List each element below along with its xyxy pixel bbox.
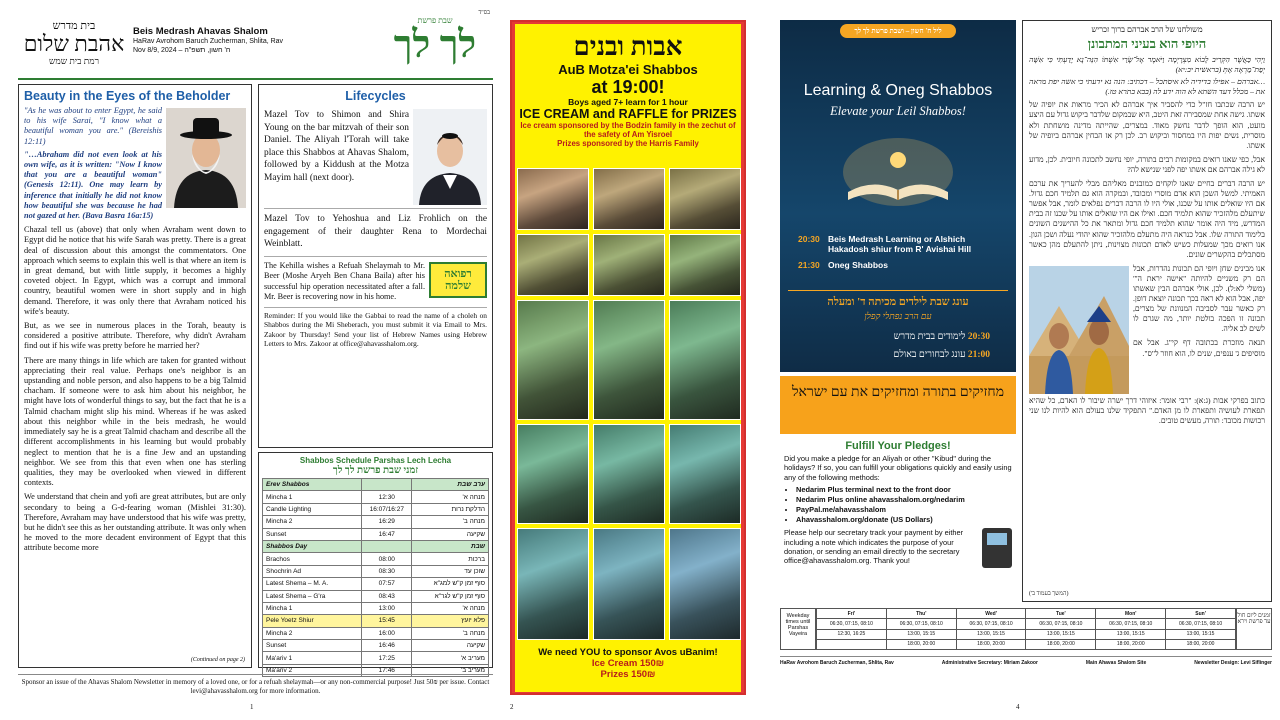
terminal-icon	[982, 528, 1012, 568]
schedule-table	[262, 478, 489, 677]
schedule-time: 15:45	[362, 615, 412, 627]
flyer-boys: Boys aged 7+ learn for 1 hour	[568, 97, 688, 107]
schedule-time: 16:47	[362, 528, 412, 540]
event-2-time: 21:30	[798, 260, 820, 270]
schedule-row	[263, 615, 489, 627]
schedule-label: Sunset	[263, 640, 362, 652]
weekday-header: Mon'	[1096, 609, 1166, 619]
weekday-cell: 06:30, 07:15, 08:10	[1166, 619, 1236, 629]
weekday-cell: 06:30, 07:15, 08:10	[886, 619, 956, 629]
flyer-need: We need YOU to sponsor Avos uBanim!	[538, 647, 718, 658]
flyer-header	[515, 24, 741, 166]
parsha-title: לך לך	[393, 24, 477, 66]
schedule-label: Brachos	[263, 553, 362, 565]
schedule-row	[263, 516, 489, 528]
schedule-heb-label: מנחה א'	[412, 602, 489, 614]
schedule-label: Candle Lighting	[263, 503, 362, 515]
weekday-cell: 13:00, 15:15	[1096, 629, 1166, 639]
schedule-row	[263, 652, 489, 664]
mast-heb-small: בית מדרש	[52, 20, 96, 32]
pledges-title: Fulfill Your Pledges!	[845, 440, 951, 452]
page1-footer: Sponsor an issue of the Ahavas Shalom Newsletter in memory of a loved one, or for a refuah shelaymah—or any non-commercial purpose! Just 50₪ per issue. Contact levi@ahavasshalom.org for more information.	[18, 674, 493, 696]
schedule-time: 08:30	[362, 565, 412, 577]
egypt-scene-icon	[1029, 266, 1129, 394]
schedule-heb-label: מנחה ב'	[412, 516, 489, 528]
schedule-label: Pele Yoetz Shiur	[263, 615, 362, 627]
schedule-label: Latest Shema – G'ra	[263, 590, 362, 602]
mast-heb-big: אהבת שלום	[23, 31, 125, 56]
kids-2-label: עונג לבחורים באולם	[893, 350, 966, 360]
event-photo	[517, 234, 589, 296]
lifecycle-1: Mazel Tov to Shimon and Shira Young on the bar mitzvah of their son Daniel. The Aliyah l'Torah will take place this Shabbos at Ahavas Shalom, followed by a Kiddush at the Motza Mayim hall (next door).	[264, 110, 409, 183]
event-1-label: Beis Medrash Learning or Alshich Hakadosh shiur from R' Avishai Hill	[828, 234, 972, 254]
masthead-logo	[20, 20, 128, 66]
schedule-row	[263, 627, 489, 639]
event-photo	[593, 424, 665, 524]
schedule-time	[362, 479, 412, 491]
kids-row-2	[820, 350, 990, 360]
schedule-row	[263, 602, 489, 614]
pledges-intro: Did you make a pledge for an Aliyah or other "Kibud" during the holidays? If so, you can fulfill your obligations quickly and easily using any of the following methods:	[784, 454, 1012, 482]
schedule-heb-label: מעריב ב'	[412, 664, 489, 676]
flyer-sponsor-2: Prizes sponsored by the Harris Family	[557, 139, 699, 148]
quote-2: "…Abraham did not even look at his own wife, as it is written: "Now I know that you are a beautiful woman" (Genesis 12:11). One may learn by inference that initially he did not know how beautiful she was because he had not gazed at her. (Bava Basra 16a:15)	[24, 149, 162, 221]
weekday-cell: 18:00, 20:00	[1026, 639, 1096, 649]
learning-poster	[780, 20, 1016, 372]
schedule-row	[263, 491, 489, 503]
heb-quote-1: וַיְהִי כַּאֲשֶׁר הִקְרִיב לָבוֹא מִצְרָיְמָה וַיֹּאמֶר אֶל־שָׂרַי אִשְׁתּוֹ הִנֵּה־נָא יָדַעְתִּי כִּי אִשָּׁה יְפַת־מַרְאֶה אָתְּ (בראשית יב:יא)	[1029, 55, 1265, 74]
weekday-cell: 13:00, 15:15	[1026, 629, 1096, 639]
bsd-mark: בס"ד	[478, 10, 490, 16]
schedule-label: Latest Shema – M. A.	[263, 578, 362, 590]
weekday-cell: 18:00, 20:00	[1166, 639, 1236, 649]
event-photo	[669, 528, 741, 640]
kids-title: עונג שבת לילדים מכיתה ד' ומעלה	[827, 296, 969, 308]
masthead-info	[133, 26, 303, 55]
schedule-row	[263, 590, 489, 602]
kids-subtitle: עם הרב נפתלי קפלן	[864, 311, 932, 321]
article-para-4: We understand that chein and yofi are great attributes, but are only secondary to being a G-d-fearing woman (Mishlei 31:30). Therefore, Avraham may have understood that his wife was pretty, but he didn't see this as her outstanding attribute. It was only when he moved to the more decadent environment of Egypt that this attribute become more	[24, 492, 246, 553]
lifecycle-3: The Kehilla wishes a Refuah Shelaymah to Mr. Beer (Moshe Aryeh Ben Chana Baila) after his successful hip operation necessitated after a fall. Mr. Beer is recovering now in his home.	[264, 260, 425, 302]
schedule-time	[362, 540, 412, 552]
schedule-time: 16:46	[362, 640, 412, 652]
weekday-cell: 06:30, 07:15, 08:10	[1026, 619, 1096, 629]
heb-continued: (המשך בעמוד ב')	[1029, 591, 1069, 597]
schedule-time: 12:30	[362, 491, 412, 503]
schedule-time: 08:00	[362, 553, 412, 565]
flyer-heb-title: אבות ובנים	[573, 32, 683, 61]
weekday-cell: 13:00, 15:15	[1166, 629, 1236, 639]
schedule-heb-title: זמני שבת פרשת לך לך	[332, 465, 419, 476]
pledge-method-2: • Nedarim Plus online ahavasshalom.org/nedarim	[796, 495, 1012, 505]
heb-para-2: אבל, כפי שאנו רואים במקומות רבים בתורה, יופי נחשב לתכונה חיובית. לכן, מדוע לא גילה אברהם אם אשתו יפה לפני שנישא לה?	[1029, 154, 1265, 174]
schedule-section-row	[263, 479, 489, 491]
heb-para-5: תנאה מוזכרת בכתובה דף קי"ג. אבל אם מוסיפים ג' ענפים, שנים לו, הוא חוזר ל"ס".	[1133, 338, 1265, 358]
event-photo	[669, 168, 741, 230]
schedule-label: Sunset	[263, 528, 362, 540]
quote-1: "As he was about to enter Egypt, he said to his wife Sarai, "I know what a beautiful woman you are." (Bereishis 12:11)	[24, 106, 162, 146]
weekday-cell: 18:00, 20:00	[886, 639, 956, 649]
pledges-note: Please help our secretary track your payment by either including a note which indicates the purpose of your donation, or sending an email directly to the secretary office@ahavasshalom.org. Thank you!	[784, 528, 964, 566]
schedule-row	[263, 553, 489, 565]
parsha-sub: שבת פרשת	[417, 16, 453, 25]
schedule-label: Mincha 1	[263, 491, 362, 503]
schedule-box	[258, 452, 493, 675]
heb-col-heading: משולחנו של הרב אברהם ברוך זכריש	[1091, 25, 1203, 34]
weekday-header: Fri'	[817, 609, 887, 619]
event-1-time: 20:30	[798, 234, 820, 244]
heb-para-1: יש הרבה שכתבו חז"ל כדי להסביר איך אברהם לא הכיר מראות את יופיה של אשתו. גישה אחת שמסבירה זאת היטב, היא שבמקום שלדבר ביקוש גדול עם היצע מועט, הוא הופך לדבר נחשק מאוד. במצרים, שהייתה מדינה מושחתת ולא מוסרית, נשים יפות היו במחסור וביקוש רב. לכן רק אז הבחין אברהם ביופיה של אשתו.	[1029, 100, 1265, 150]
weekday-label-he: זמנים ליום חול עד פרשת וירא	[1236, 608, 1272, 650]
learning-title: Learning & Oneg Shabbos	[803, 82, 993, 99]
weekday-cell: 12:30, 16:25	[817, 629, 887, 639]
weekday-header: Wed'	[956, 609, 1026, 619]
schedule-heb-label: סוף זמן ק"ש לגר"א	[412, 590, 489, 602]
schedule-heb-label: שבת	[412, 540, 489, 552]
weekday-cell: 06:30, 07:15, 08:10	[817, 619, 887, 629]
weekday-cell: 13:00, 15:15	[886, 629, 956, 639]
elevate-tagline: Elevate your Leil Shabbos!	[830, 104, 966, 118]
schedule-label: Mincha 1	[263, 602, 362, 614]
schedule-row	[263, 528, 489, 540]
pledge-method-1: • Nedarim Plus terminal next to the front door	[796, 485, 1012, 495]
schedule-row	[263, 578, 489, 590]
pledge-method-3: • PayPal.me/ahavasshalom	[796, 505, 1012, 515]
refuah-text: רפואה שלמה	[444, 267, 472, 292]
reminder-note: Reminder: If you would like the Gabbai to read the name of a choleh on Shabbos during the Mi Sheberach, you must submit it via Email to Mrs. Zakoor by Thursday! Send your list of Hebrew Names using Hebrew Letters to Mrs. Zakoor at office@ahavasshalom.org.	[264, 310, 487, 349]
schedule-heb-label: ערב שבת	[412, 479, 489, 491]
lifecycles-title: Lifecycles	[345, 89, 406, 103]
article-para-2: But, as we see in numerous places in the Torah, beauty is considered a positive attribute. Therefore, why didn't Avraham find out if his wife was pretty before he married her?	[24, 321, 246, 351]
weekday-cell: 06:30, 07:15, 08:10	[1096, 619, 1166, 629]
schedule-title: Shabbos Schedule Parshas Lech Lecha	[299, 456, 452, 465]
bar-mitzvah-portrait-icon	[413, 109, 487, 205]
kids-2-time: 21:00	[967, 350, 990, 360]
contact-footer	[780, 656, 1272, 666]
lifecycles-box	[258, 84, 493, 448]
flyer-sponsor-1: Ice cream sponsored by the Bodzin family in the zechut of the safety of Am Yisroel	[520, 121, 736, 139]
weekday-cell: 13:00, 15:15	[956, 629, 1026, 639]
event-photo	[669, 424, 741, 524]
mast-date: Nov 8/9, 2024 – ח' חשון, תשפ"ה	[133, 47, 231, 54]
heb-para-6: כתוב בפרקי אבות (ג:א): "רבי אומר: איזוהי דרך ישרה שיבור לו האדם, כל שהיא תפארת לעושיה ותפארת לו מן האדם." התפקיד שלנו בעולם הוא להיות לנו שני רכושות מכובד: תורה, מעשים טובים.	[1029, 395, 1265, 425]
schedule-label: Mincha 2	[263, 627, 362, 639]
event-photo	[593, 168, 665, 230]
schedule-heb-label: הדלקת נרות	[412, 503, 489, 515]
heb-quote-2: …אברהם – אפילו בדידיה לא איסתכל – דכתיב: הנה נא ידעתי כי אשה יפת מראה את – מכלל דעד השתא לא הוה ידע לה (בבא בתרא טז.)	[1029, 77, 1265, 96]
page1-number: 1	[250, 703, 254, 711]
event-photo	[517, 424, 589, 524]
heb-para-4: אנו מבינים שחן ויופי הם תכונות נהדרות, אבל הם רק משניים להיותה "אישה יראת ה'" (משלי לא:ל). לכן, אולי אברהם הבין שאשתו יפה, אבל הוא לא ראה בכך תכונה יוצאת דופן. רק כאשר עבר לסביבה המנוונת של מצרים, תכונה זו הפכה בולטת יותר, מה שגרם לו לשים לב אליה.	[1133, 263, 1265, 334]
event-row-2	[798, 260, 1008, 270]
event-photo	[669, 234, 741, 296]
weekday-header: Thu'	[886, 609, 956, 619]
schedule-label: Mincha 2	[263, 516, 362, 528]
flyer-footer	[515, 642, 741, 692]
parsha-block	[380, 10, 490, 65]
main-article	[18, 84, 252, 668]
heb-article-title: היופי הוא בעיני המתבונן	[1087, 36, 1207, 51]
flyer-photo-grid	[515, 166, 741, 642]
page-two	[510, 0, 746, 720]
foot-1: HaRav Avrohom Baruch Zucherman, Shlita, Rav	[780, 660, 894, 666]
schedule-heb-label: פלא יועץ	[412, 615, 489, 627]
refuah-badge	[429, 262, 487, 298]
mast-heb-sub: רמת בית שמש	[48, 56, 99, 66]
event-photo	[593, 234, 665, 296]
schedule-label: Erev Shabbos	[263, 479, 362, 491]
rabbi-portrait-icon	[166, 108, 246, 208]
page-four	[780, 0, 1280, 720]
kids-row-1	[820, 332, 990, 342]
event-photo	[517, 300, 589, 420]
event-photo	[517, 528, 589, 640]
flyer-ice: Ice Cream 150₪	[591, 658, 665, 669]
page4-number: 4	[1016, 703, 1020, 711]
foot-3: Main Ahavas Shalom Site	[1085, 660, 1147, 666]
schedule-heb-label: סוף זמן ק"ש למג"א	[412, 578, 489, 590]
flyer-prizes: ICE CREAM and RAFFLE for PRIZES	[519, 107, 737, 121]
lifecycle-2: Mazel Tov to Yehoshua and Liz Frohlich on the engagement of their daughter Rena to Mordechai Weinblatt.	[264, 214, 487, 249]
hebrew-article	[1022, 20, 1272, 602]
mast-name: Beis Medrash Ahavas Shalom	[133, 26, 268, 37]
page2-number: 2	[510, 703, 514, 711]
schedule-row	[263, 565, 489, 577]
schedule-time: 17:46	[362, 664, 412, 676]
article-para-1: Chazal tell us (above) that only when Avraham went down to Egypt did he notice that his wife Sarah was pretty. There is a great deal of discussion about this amongst the commentators. One approach which seems to explain this well is that where an item is in great demand, but with little supply, it becomes a highly coveted object. In Egypt, which was a corrupt and immoral country, beautiful women were in short supply and in high demand. Therefore, it was only there that Avraham noticed his wife's beauty.	[24, 225, 246, 316]
schedule-time: 13:00	[362, 602, 412, 614]
schedule-heb-label: שוכן עד	[412, 565, 489, 577]
rabbi-photo	[166, 108, 246, 208]
weekday-cell: 18:00, 20:00	[1096, 639, 1166, 649]
continued-note: (Continued on page 2)	[190, 657, 245, 663]
schedule-time: 17:25	[362, 652, 412, 664]
page-one	[0, 0, 500, 720]
weekday-times	[780, 608, 1272, 650]
weekday-header: Sun'	[1166, 609, 1236, 619]
schedule-heb-label: שקיעה	[412, 528, 489, 540]
schedule-section-row	[263, 540, 489, 552]
heb-para-3: יש הרבה דברים בחיים שאנו לוקחים כמובנים מאליהם מבלי להעריך את ערכם האמיתי. למשל השכן הוא אדם מוסרי ומכובד, ובמקרה הוא גם תלמיד חכם גדול. אם היו שואלים אותו על שכנו, אולי היו לו הרבה דברים נפלאים לומר, אבל אפשר שיתעלם מלהזכיר שהוא תלמיד חכם. ואילו אם היו שואלים אותו על שכנו זה בבית המדרש, מיד היה אומר שהוא תלמיד חכם גדול ומתאר את כל ההישגים השונים בלימוד התורה שלו. אבל כנראה היה מתעלם מלהזכיר שהוא יהודי נעלה ושכן הגון. אנו רואים מכך שמעלות כשיש לאדם תכונות מצוינות, ניתן להתעלם מהן כאשר מסתכלים בהקשרים שונים.	[1029, 179, 1265, 259]
flyer-prize: Prizes 150₪	[600, 669, 656, 680]
schedule-heb-label: מעריב א'	[412, 652, 489, 664]
pledge-methods	[796, 485, 1012, 525]
orange-banner: מחזיקים בתורה ומחזיקים את עם ישראל	[780, 376, 1016, 434]
weekday-cell: 06:30, 07:15, 08:10	[956, 619, 1026, 629]
poster-events	[798, 234, 1008, 270]
schedule-time: 07:57	[362, 578, 412, 590]
pledges-box	[780, 438, 1016, 602]
poster-top-banner: ליל ח' חשון – ושבת פרשת לך לך	[840, 24, 956, 38]
schedule-label: Ma'ariv 2	[263, 664, 362, 676]
schedule-time: 08:43	[362, 590, 412, 602]
schedule-heb-label: מנחה א'	[412, 491, 489, 503]
foot-4: Newsletter Design: Levi Siflinger	[1194, 660, 1272, 666]
boy-photo	[413, 109, 487, 205]
schedule-heb-label: שקיעה	[412, 640, 489, 652]
schedule-time: 16:00	[362, 627, 412, 639]
event-2-label: Oneg Shabbos	[828, 260, 888, 270]
weekday-label-en: Weekday times until Parshas Vayeira	[780, 608, 816, 650]
article-title: Beauty in the Eyes of the Beholder	[24, 89, 231, 103]
masthead-rule	[18, 78, 493, 80]
event-photo	[593, 528, 665, 640]
pharaoh-image	[1029, 266, 1129, 394]
pledge-method-4: • Ahavasshalom.org/donate (US Dollars)	[796, 515, 1012, 525]
weekday-cell: 18:00, 20:00	[956, 639, 1026, 649]
event-photo	[669, 300, 741, 420]
weekday-cell	[817, 639, 887, 649]
event-row-1	[798, 234, 1008, 254]
schedule-heb-label: מנחה ב'	[412, 627, 489, 639]
schedule-time: 16:07/16:27	[362, 503, 412, 515]
weekday-table	[816, 608, 1236, 650]
schedule-row	[263, 640, 489, 652]
schedule-label: Ma'ariv 1	[263, 652, 362, 664]
event-photo	[517, 168, 589, 230]
weekday-header: Tue'	[1026, 609, 1096, 619]
flyer-subtitle: AuB Motza'ei Shabbos	[558, 62, 698, 77]
mast-rav: HaRav Avrohom Baruch Zucherman, Shlita, Rav	[133, 38, 284, 45]
event-photo	[593, 300, 665, 420]
schedule-row	[263, 503, 489, 515]
kids-1-time: 20:30	[967, 332, 990, 342]
article-para-3: There are many things in life which are taken for granted without appreciating their real value. Perhaps one's neighbor is an upstanding and noble person, and also happens to be a big Talmid chacham. If someone were to ask him about his neighbor, he might have lots of wonderful things to say, but the fact that he is a Talmid chacham might slip his mind. Whereas if he was asked about this neighbor while in the beis medrash, he would immediately say he is a great Talmid chacham and describe all the different accomplishments in his learning but would probably neglect to mention that he is a fine Jew and an upstanding neighbor. We see from this that even when one has sterling qualities, they may be overlooked when viewed in different contexts.	[24, 355, 246, 488]
flyer-time: at 19:00!	[591, 77, 665, 97]
kids-1-label: לימודים בבית מדרש	[893, 332, 966, 342]
schedule-label: Shabbos Day	[263, 540, 362, 552]
schedule-heb-label: ברכות	[412, 553, 489, 565]
schedule-time: 16:29	[362, 516, 412, 528]
foot-2: Administrative Secretary: Miriam Zakoor	[941, 660, 1038, 666]
open-book-icon	[838, 132, 958, 212]
schedule-label: Shochrin Ad	[263, 565, 362, 577]
